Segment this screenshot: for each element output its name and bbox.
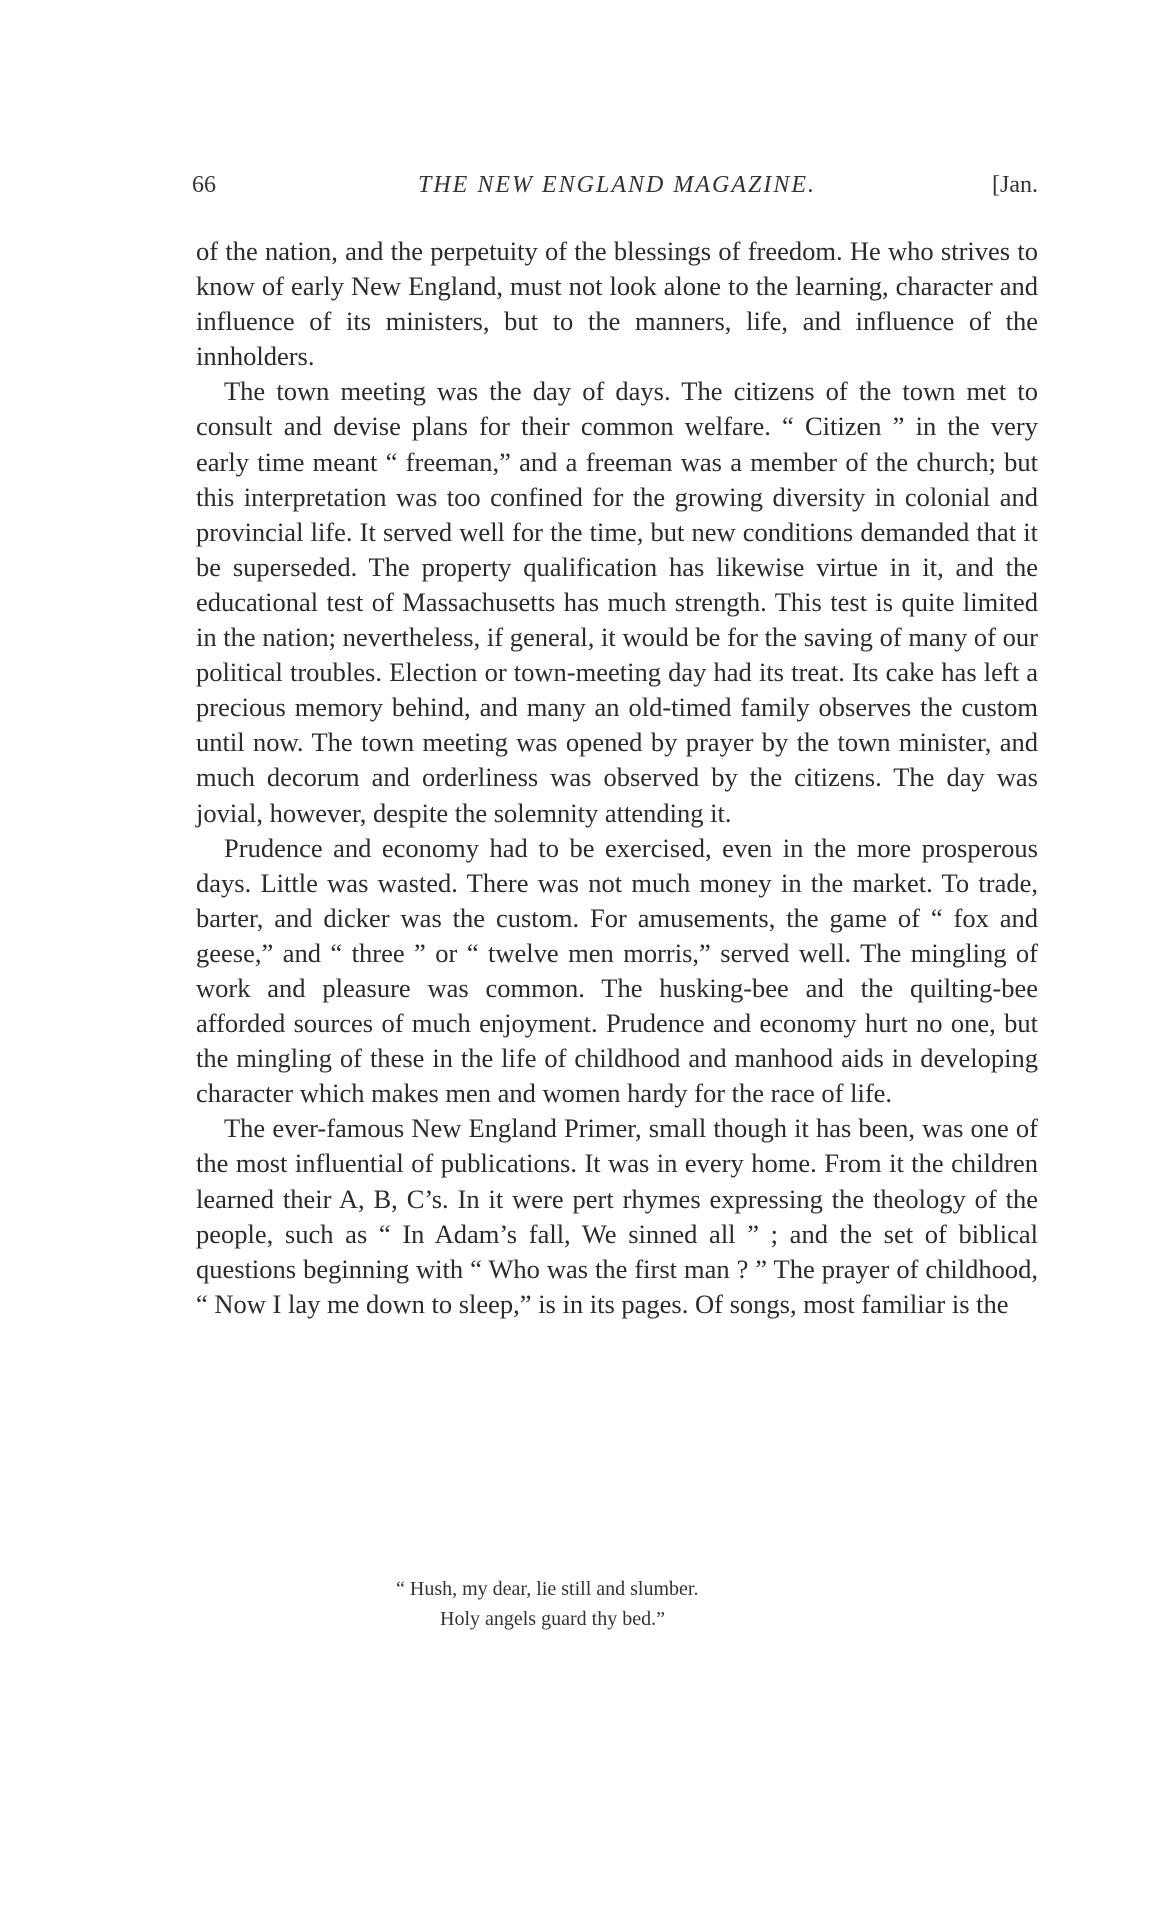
verse-line: Holy angels guard thy bed.”	[440, 1608, 665, 1630]
page-number: 66	[192, 172, 216, 198]
verse-quotation	[396, 1574, 816, 1634]
journal-title: THE NEW ENGLAND MAGAZINE.	[418, 172, 816, 198]
paragraph-prudence: Prudence and economy had to be exercised, even in the more prosperous days. Little was wasted. There was not much money in the market. To trade, barter, and dicker was the custom. For amusements, the game of “ fox and geese,” and “ three ” or “ twelve men morris,” served well. The mingling of work and pleasure was common. The husking-bee and the quilting-bee afforded sources of much enjoyment. Prudence and economy hurt no one, but the mingling of these in the life of childhood and manhood aids in developing character which makes men and women hardy for the race of life.	[196, 832, 1038, 1109]
paragraph-continued: of the nation, and the perpetuity of the blessings of freedom. He who strives to know of early New England, must not look alone to the learning, character and influence of its ministers, but to the manners, life, and influence of the innholders.	[196, 236, 1038, 372]
issue-month: [Jan.	[992, 172, 1038, 198]
running-head	[192, 172, 1038, 208]
article-body	[196, 234, 1038, 1322]
paragraph-town-meeting: The town meeting was the day of days. The citizens of the town met to consult and devise plans for their common welfare. “ Citizen ” in the very early time meant “ freeman,” and a freeman was a member of the church; but this interpretation was too confined for the growing diversity in colonial and provincial life. It served well for the time, but new conditions demanded that it be superseded. The property qualification has likewise virtue in it, and the educational test of Massachusetts has much strength. This test is quite limited in the nation; nevertheless, if general, it would be for the saving of many of our political troubles. Election or town-meeting day had its treat. Its cake has left a precious memory behind, and many an old-timed family observes the custom until now. The town meeting was opened by prayer by the town minister, and much decorum and orderliness was observed by the citizens. The day was jovial, however, despite the solemnity attending it.	[196, 376, 1038, 828]
verse-line: “ Hush, my dear, lie still and slumber.	[396, 1578, 699, 1600]
paragraph-primer: The ever-famous New England Primer, small though it has been, was one of the most influential of publications. It was in every home. From it the children learned their A, B, C’s. In it were pert rhymes expressing the theology of the people, such as “ In Adam’s fall, We sinned all ” ; and the set of biblical questions beginning with “ Who was the first man ? ” The prayer of childhood, “ Now I lay me down to sleep,” is in its pages. Of songs, most familiar is the	[196, 1113, 1038, 1319]
